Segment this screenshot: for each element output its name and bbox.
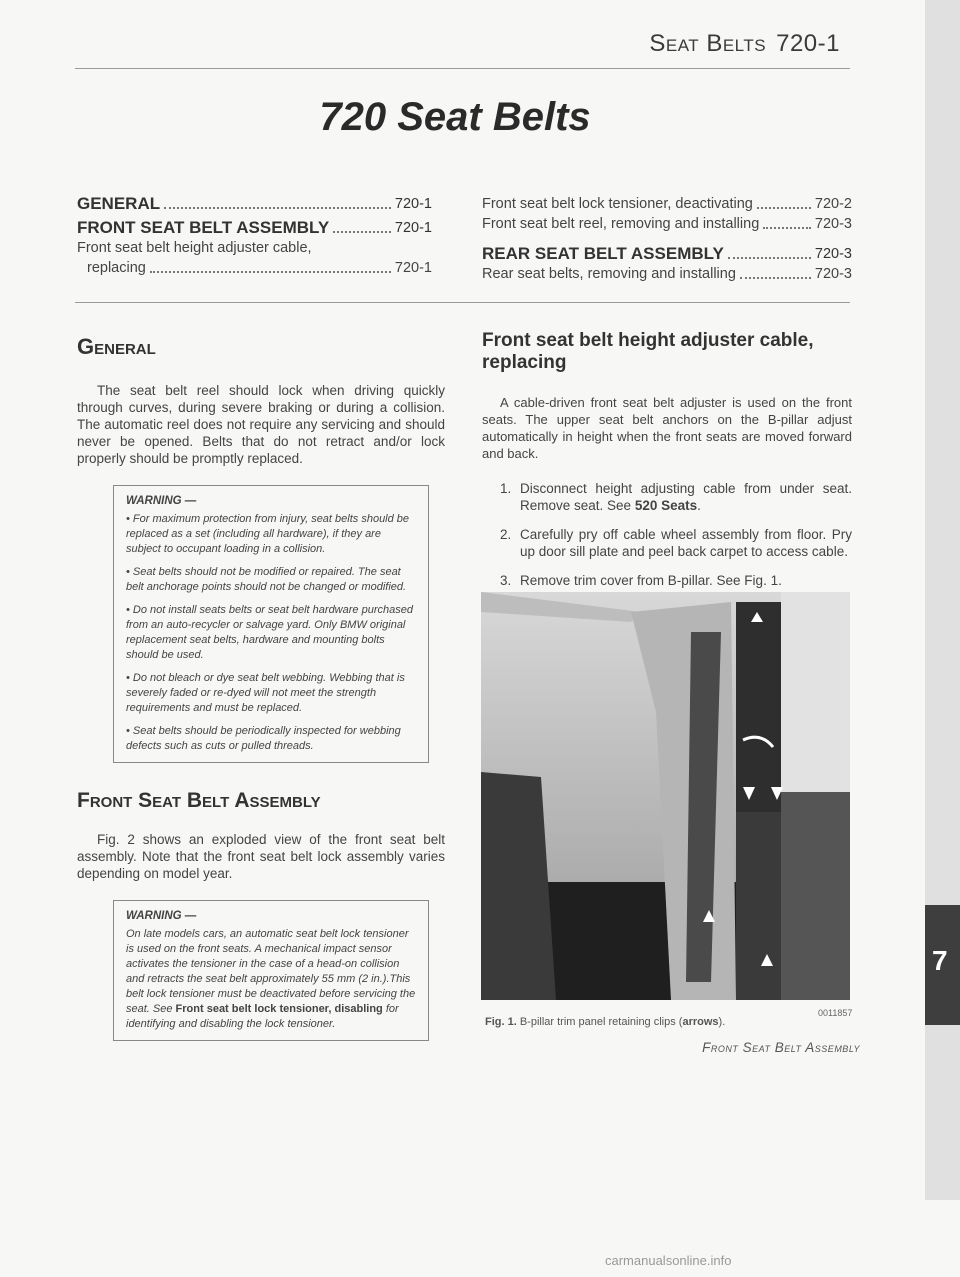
leader-dots [757,194,811,209]
leader-dots [740,264,811,279]
toc-entry-page: 720-3 [814,266,852,282]
warning-title: WARNING — [126,495,197,507]
step-number: 3. [500,573,512,588]
step-number: 2. [500,527,512,542]
watermark: carmanualsonline.info [605,1253,732,1268]
step-text-tail: . [697,498,701,513]
toc-entry-page: 720-3 [814,216,852,232]
toc-entry-page: 720-1 [394,220,432,236]
header-rule [75,68,850,69]
toc-entry[interactable] [482,214,852,234]
section-tab [925,905,960,1025]
running-head-section: Seat Belts [649,30,767,57]
warning-text: On late models cars, an automatic seat belt lock tensioner is used on the front seats. A mechanical impact sensor activates the tensioner in the case of a head-on collision and retracts the seat belt approximately 55 mm (2 in.).This belt lock tensioner must be deactivated before servicing the seat. See [126,928,416,1015]
step-crossref[interactable]: 520 Seats [634,498,698,513]
b-pillar-photo [481,592,850,1000]
right-column [482,330,852,601]
step-item [500,526,852,560]
toc-entry-label: Front seat belt lock tensioner, deactivating [482,196,753,212]
warning-text-tail: for identifying and disabling the lock tensioner. [126,1003,399,1030]
figure-caption-tail: ). [718,1016,726,1028]
toc-right [482,194,852,284]
step-text: Carefully pry off cable wheel assembly from floor. Pry up door sill plate and peel back carpet to access cable. [520,527,852,559]
toc-entry-label: Front seat belt height adjuster cable, [77,240,312,256]
warning-box-general [113,485,429,763]
section-heading-general: General [77,334,156,359]
warning-box-tensioner [113,900,429,1041]
warning-bullet: • Seat belts should not be modified or repaired. The seat belt anchorage points should not be changed or modified. [126,566,407,593]
step-text: Disconnect height adjusting cable from under seat. Remove seat. See [520,481,852,513]
toc-entry[interactable] [482,264,852,284]
step-list [500,480,852,589]
left-column [77,334,445,1041]
section-heading-front-assembly: Front Seat Belt Assembly [77,789,321,812]
toc-entry-page: 720-3 [814,246,852,262]
toc-entry-label-cont: replacing [87,260,146,276]
warning-bullet: • Seat belts should be periodically inspected for webbing defects such as cuts or pulled threads. [126,725,401,752]
leader-dots [728,244,811,259]
figure-caption [485,1016,725,1028]
warning-crossref[interactable]: Front seat belt lock tensioner, disabling [175,1003,383,1015]
toc-entry-label: REAR SEAT BELT ASSEMBLY [482,244,724,263]
figure-caption-bold: arrows [682,1016,719,1028]
running-footer: Front Seat Belt Assembly [702,1040,860,1055]
leader-dots [763,214,811,229]
toc-entry-page: 720-1 [394,196,432,212]
toc-left [77,194,432,278]
toc-entry-label: Rear seat belts, removing and installing [482,266,736,282]
warning-bullet: • For maximum protection from injury, seat belts should be replaced as a set (including all hardware), if they are subject to occupant loading in a collision. [126,513,410,555]
warning-bullet: • Do not install seats belts or seat belt hardware purchased from an auto-recycler or salvage yard. Only BMW original replacement seat belts, hardware and mounting bolts should be used. [126,604,413,661]
toc-entry-label: GENERAL [77,194,161,213]
toc-entry[interactable] [482,244,852,264]
toc-entry[interactable] [77,194,432,214]
running-head [649,30,840,58]
figure-id: 0011857 [818,1008,853,1018]
running-head-page: 720-1 [776,30,840,57]
step-item [500,572,852,589]
warning-bullet: • Do not bleach or dye seat belt webbing. Webbing that is severely faded or re-dyed will not meet the strength requirements and must be replaced. [126,672,405,714]
toc-entry-label: Front seat belt reel, removing and installing [482,216,760,232]
warning-title: WARNING — [126,910,197,922]
toc-entry[interactable] [77,218,432,238]
step-text: Remove trim cover from B-pillar. See Fig. 1. [520,573,782,588]
section-tab-label: 7 [932,945,948,976]
figure-label: Fig. 1. [485,1016,517,1028]
toc-entry[interactable] [77,238,432,278]
step-number: 1. [500,481,512,496]
adjuster-paragraph: A cable-driven front seat belt adjuster is used on the front seats. The upper seat belt anchors on the B-pillar adjust automatically in height when the front seats are moved forward and back. [482,395,852,461]
toc-entry-page: 720-2 [814,196,852,212]
figure-caption-text: B-pillar trim panel retaining clips ( [519,1016,683,1028]
toc-rule [75,302,850,303]
toc-entry[interactable] [482,194,852,214]
toc-entry-page: 720-1 [394,260,432,276]
leader-dots [150,258,391,273]
page-title: 720 Seat Belts [319,95,591,139]
leader-dots [333,218,391,233]
leader-dots [164,194,391,209]
toc-entry-label: FRONT SEAT BELT ASSEMBLY [77,218,330,237]
general-paragraph: The seat belt reel should lock when driving quickly through curves, during severe braking or during a collision. The automatic reel does not require any servicing and should never be opened. Belts that do not retract and/or lock properly should be promptly replaced. [77,383,445,466]
figure-photo [481,592,850,1000]
step-item [500,480,852,514]
section-heading-adjuster: Front seat belt height adjuster cable, replacing [482,330,814,373]
front-assembly-paragraph: Fig. 2 shows an exploded view of the front seat belt assembly. Note that the front seat belt lock assembly varies depending on model year. [77,832,445,881]
